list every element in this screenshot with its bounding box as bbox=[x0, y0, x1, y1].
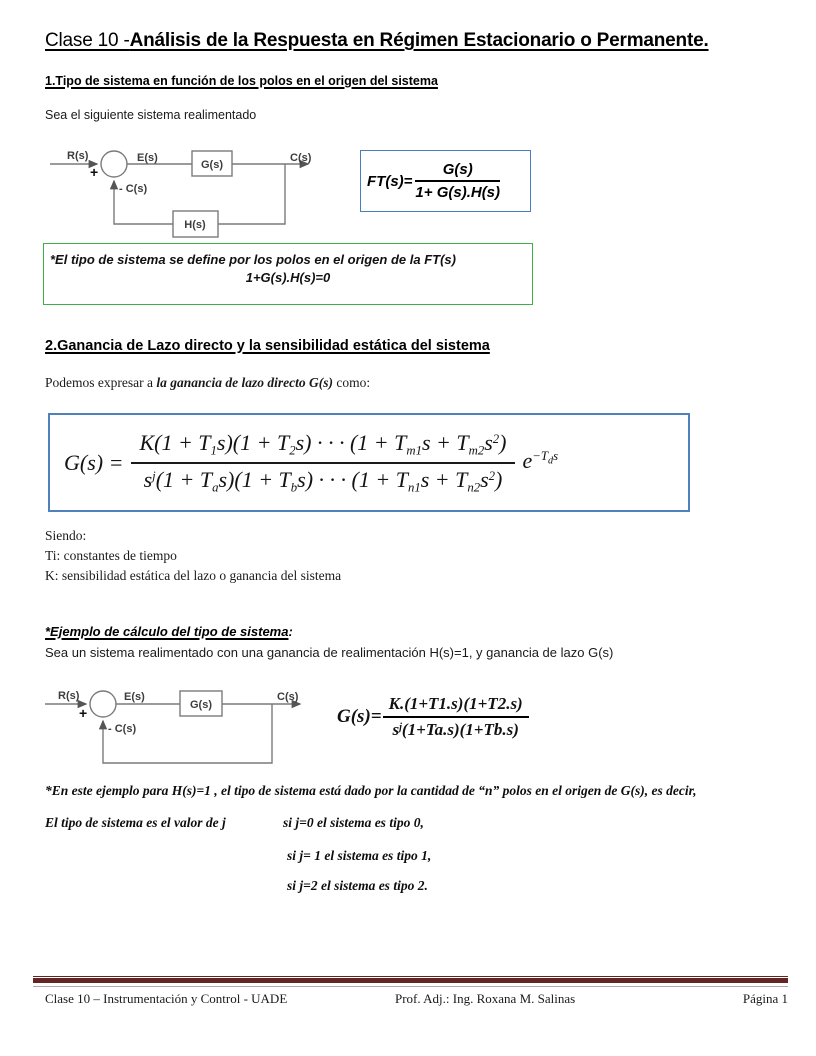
ft-fraction bbox=[415, 161, 500, 201]
example-para4: si j=2 el sistema es tipo 2. bbox=[287, 878, 428, 893]
definition-line: K: sensibilidad estática del lazo o ganancia del sistema bbox=[45, 568, 342, 583]
page-title-prefix: Clase 10 - bbox=[45, 30, 130, 51]
footer-course: Clase 10 – Instrumentación y Control - UADE bbox=[45, 991, 288, 1006]
page-title bbox=[45, 30, 709, 52]
footer-rule bbox=[33, 976, 788, 987]
example-formula-lhs: G(s)= bbox=[337, 706, 382, 727]
footer-page-number: Página 1 bbox=[742, 991, 788, 1006]
definition-line: Ti: constantes de tiempo bbox=[45, 548, 177, 563]
feedback-block-diagram bbox=[45, 138, 345, 240]
note-line2: 1+G(s).H(s)=0 bbox=[245, 270, 331, 285]
ft-denominator: 1+ G(s).H(s) bbox=[415, 184, 501, 201]
section1-intro: Sea el siguiente sistema realimentado bbox=[45, 108, 257, 122]
definition-line: Siendo: bbox=[45, 528, 87, 543]
equation-lhs: G(s) = bbox=[64, 449, 124, 475]
example-para2-right: si j=0 el sistema es tipo 0, bbox=[283, 815, 424, 830]
system-type-note-box bbox=[43, 243, 533, 305]
example-heading-text: *Ejemplo de cálculo del tipo de sistema bbox=[45, 624, 289, 639]
section2-intro-emph: la ganancia de lazo directo G(s) bbox=[156, 375, 333, 390]
example-intro: Sea un sistema realimentado con una ganancia de realimentación H(s)=1, y ganancia de lazo G(s) bbox=[45, 645, 614, 660]
summing-junction bbox=[90, 691, 116, 717]
example-para1: *En este ejemplo para H(s)=1 , el tipo de sistema está dado por la cantidad de “n” polos en el origen de G(s), es decir, bbox=[45, 783, 697, 798]
output-label: C(s) bbox=[277, 691, 299, 703]
example-formula bbox=[337, 694, 529, 740]
section2-intro bbox=[45, 375, 370, 391]
example-heading bbox=[45, 624, 293, 639]
loop-gain-equation-box bbox=[48, 413, 690, 512]
example-para3: si j= 1 el sistema es tipo 1, bbox=[287, 848, 432, 863]
section2-intro-pre: Podemos expresar a bbox=[45, 375, 157, 390]
ft-lhs: FT(s)= bbox=[367, 172, 413, 190]
plus-sign: + bbox=[90, 164, 99, 180]
error-label: E(s) bbox=[124, 691, 145, 703]
example-heading-colon: : bbox=[288, 624, 293, 639]
example-formula-numerator: K.(1+T1.s)(1+T2.s) bbox=[383, 694, 529, 718]
ft-numerator: G(s) bbox=[415, 161, 500, 182]
example-para2-left: El tipo de sistema es el valor de j bbox=[45, 815, 226, 830]
footer-professor: Prof. Adj.: Ing. Roxana M. Salinas bbox=[395, 991, 576, 1006]
forward-block-label: G(s) bbox=[190, 699, 212, 711]
unity-feedback-block-diagram bbox=[40, 678, 320, 778]
example-formula-denominator: $s^j(1+Ta.s)(1+Tb.s)$ bbox=[392, 720, 519, 739]
note-line1: *El tipo de sistema se define por los polos en el origen de la FT(s) bbox=[50, 252, 456, 267]
definitions-block bbox=[45, 526, 341, 586]
section2-heading: 2.Ganancia de Lazo directo y la sensibilidad estática del sistema bbox=[45, 338, 490, 354]
output-label: C(s) bbox=[290, 152, 312, 164]
equation-numerator: $K(1 + T_1s)(1 + T_2s)$ · · · $(1 + T_{m1}s + T_{m2}s^2)$ bbox=[131, 430, 514, 464]
input-label: R(s) bbox=[58, 690, 80, 702]
summing-junction bbox=[101, 151, 127, 177]
equation-multiplier: $e^{-T_ds}$ bbox=[522, 447, 559, 473]
minus-feedback-label: - C(s) bbox=[108, 723, 137, 735]
plus-sign: + bbox=[79, 705, 88, 721]
feedback-block-label: H(s) bbox=[184, 219, 206, 231]
equation-fraction bbox=[131, 430, 514, 496]
equation-denominator: $s^j(1 + T_as)(1 + T_bs)$ · · · $(1 + T_{n1}s + T_{n2}s^2)$ bbox=[143, 467, 503, 495]
page-title-main: Análisis de la Respuesta en Régimen Estacionario o Permanente. bbox=[129, 30, 709, 51]
transfer-function-box bbox=[360, 150, 531, 212]
error-label: E(s) bbox=[137, 152, 158, 164]
section1-heading: 1.Tipo de sistema en función de los polos en el origen del sistema bbox=[45, 74, 438, 88]
minus-feedback-label: - C(s) bbox=[119, 183, 148, 195]
section2-intro-post: como: bbox=[332, 375, 371, 390]
example-formula-fraction bbox=[383, 694, 529, 740]
forward-block-label: G(s) bbox=[201, 159, 223, 171]
input-label: R(s) bbox=[67, 150, 89, 162]
